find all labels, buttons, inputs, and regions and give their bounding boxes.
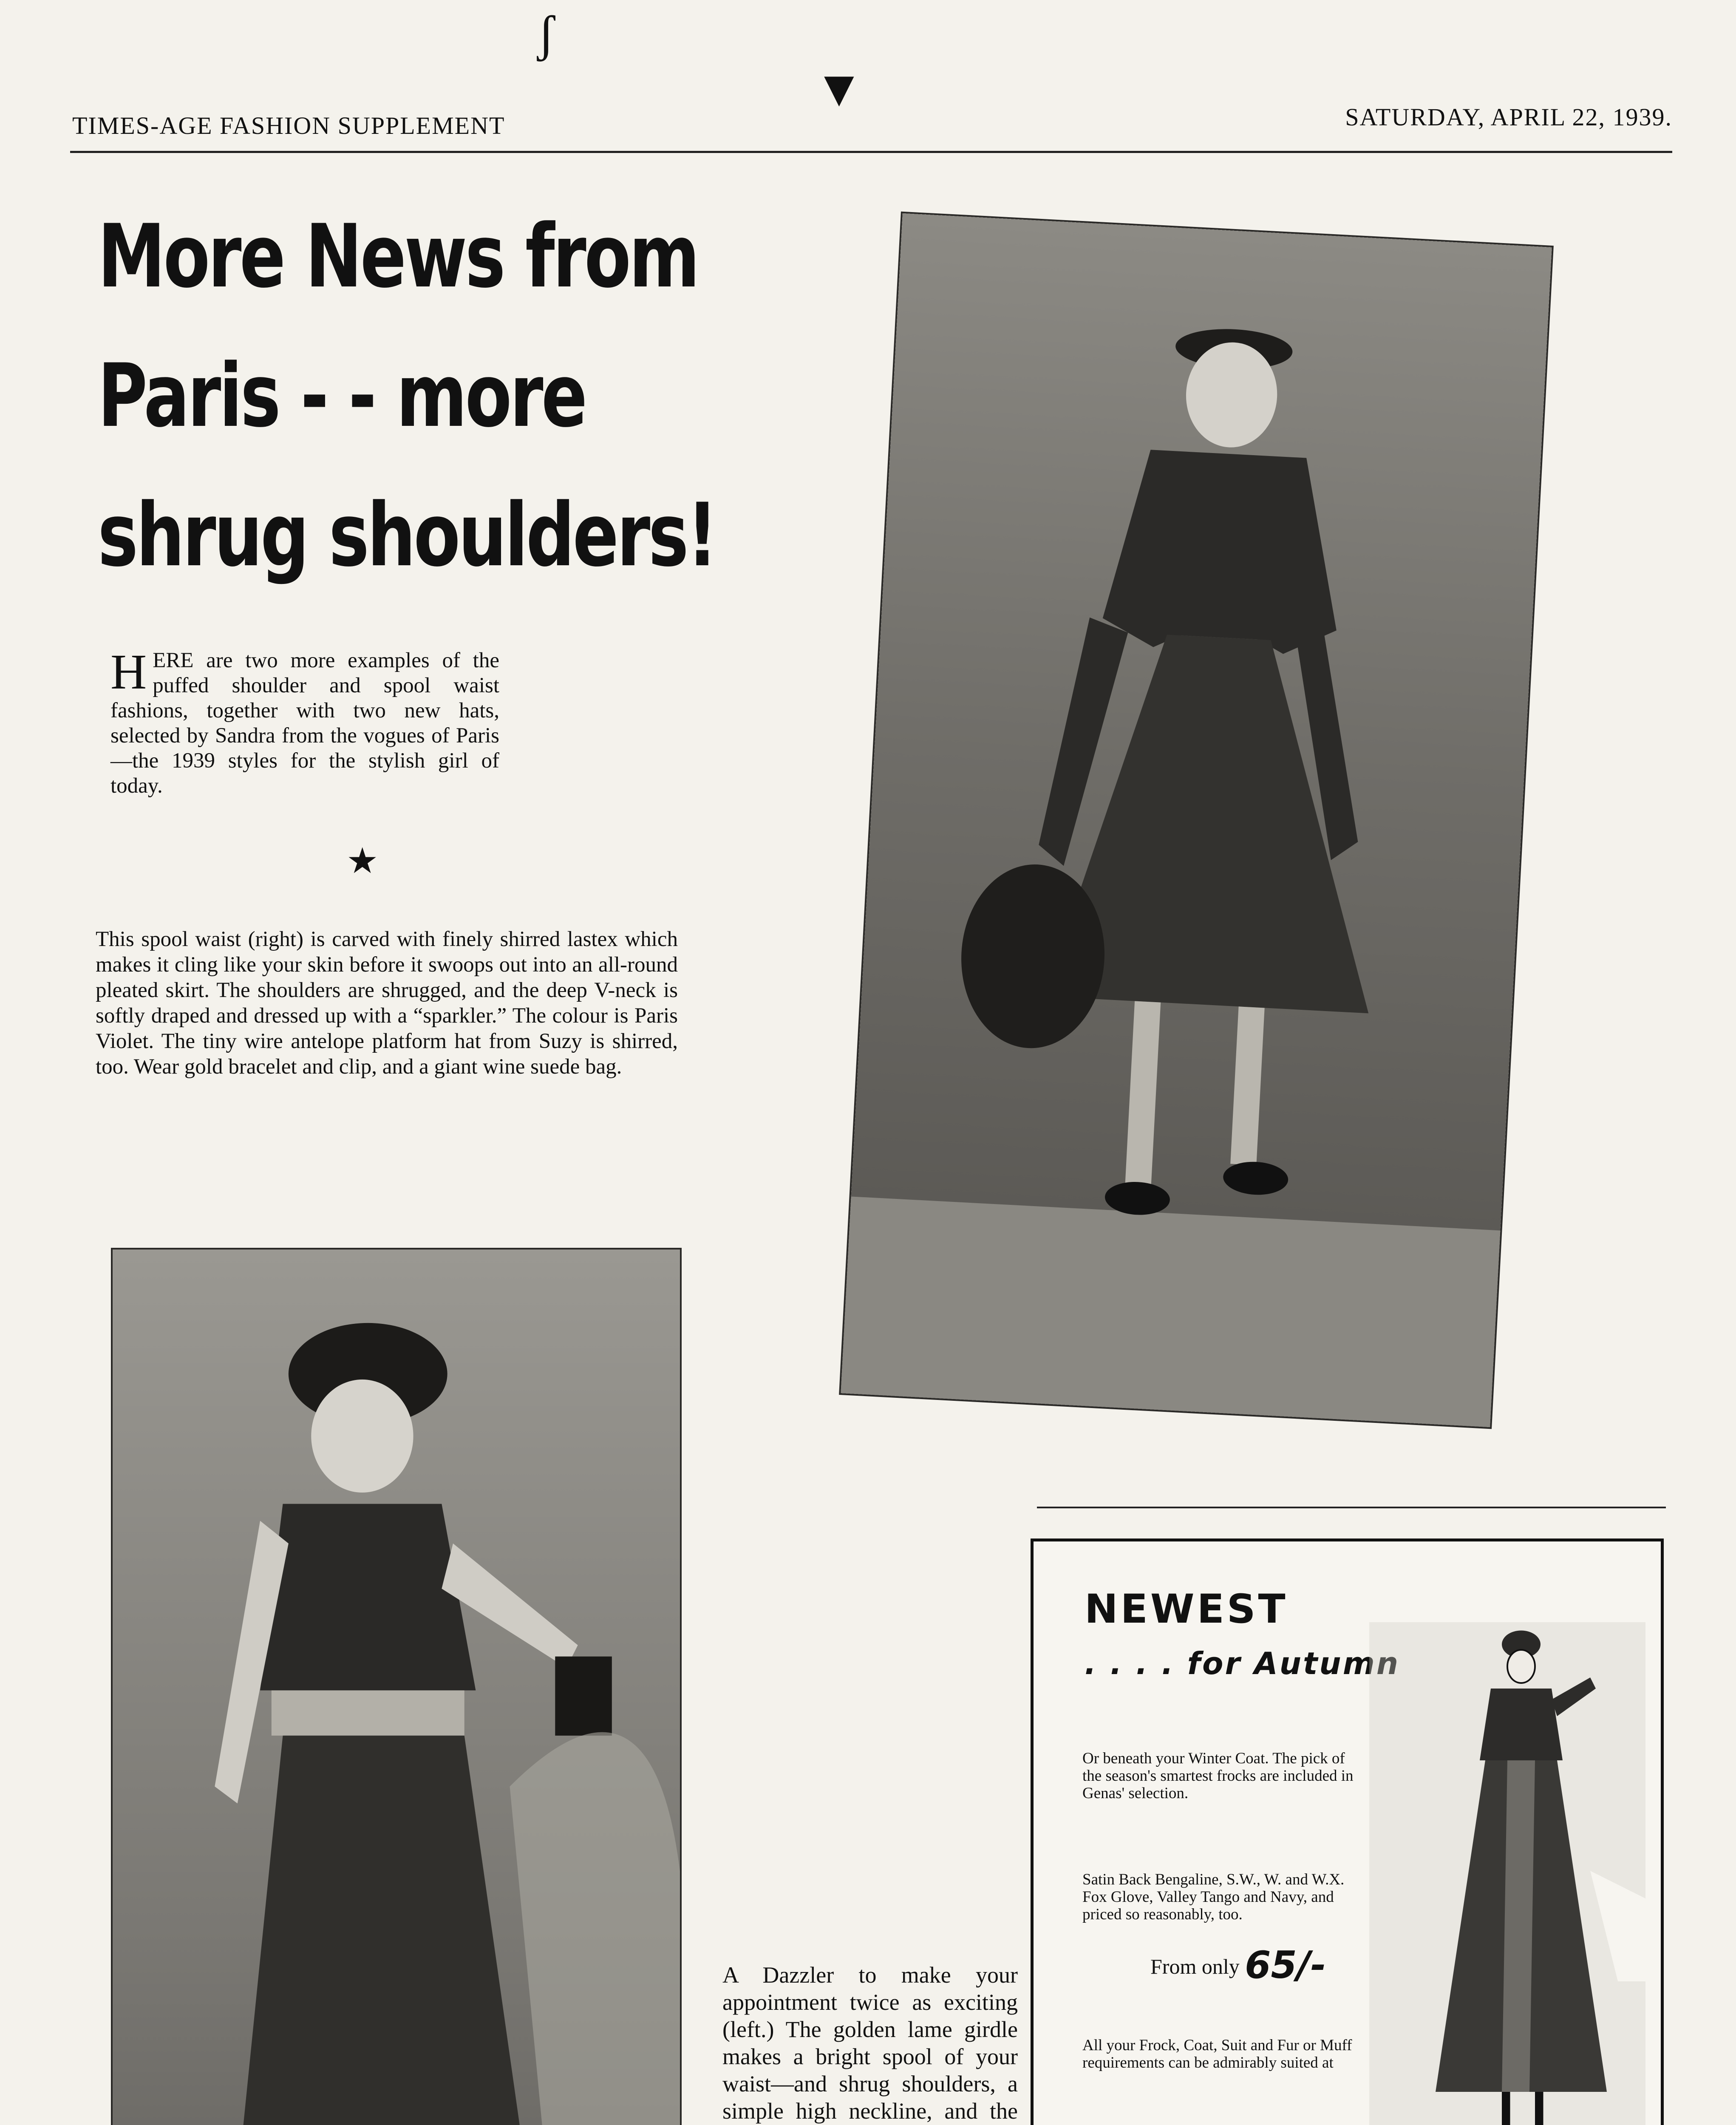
drop-cap: H: [110, 644, 147, 700]
model-figure-right: [841, 213, 1552, 1427]
headline-line-1: More News from: [98, 206, 698, 307]
left-photo-caption: A Dazzler to make your appointment twice as exciting (left.) The golden lame girdle makes a bright spool of your waist—and shrug shoulders, a simple high neckline, and the: [722, 1962, 1018, 2124]
page-headline: [98, 187, 716, 605]
ad-subhead: . . . . for Autumn: [1085, 1646, 1400, 1681]
photo-model-pleated-dress: [841, 213, 1552, 1427]
fashion-sketch-figures: [1369, 1567, 1645, 2125]
right-photo-caption: This spool waist (right) is carved with finely shirred lastex which makes it cling like your skin before it swoops out into an all-round pleated skirt. The shoulders are shrugged, and the deep V-neck is softly draped and dressed up with a “sparkler.” The colour is Paris Violet. The tiny wire antelope platform hat from Suzy is shirred, too. Wear gold bracelet and clip, and a giant wine suede bag.: [96, 927, 678, 1079]
headline-line-2: Paris - - more: [98, 346, 586, 447]
star-ornament: ★: [346, 842, 379, 881]
print-mark: ▼: [814, 60, 864, 117]
ad-price-prefix: From only: [1150, 1955, 1240, 1978]
headline-line-3: shrug shoulders!: [98, 485, 716, 586]
genas-advertisement: [1031, 1538, 1664, 2125]
ad-headline: NEWEST: [1085, 1586, 1288, 1632]
ad-fashion-illustration: [1369, 1567, 1645, 2125]
ad-paragraph-3: All your Frock, Coat, Suit and Fur or Muff requirements can be admirably suited at: [1082, 2037, 1352, 2071]
masthead-publication: TIMES-AGE FASHION SUPPLEMENT: [72, 112, 505, 139]
ad-paragraph-1: Or beneath your Winter Coat. The pick of the season's smartest frocks are included in Genas' selection.: [1082, 1750, 1354, 1802]
masthead-date: SATURDAY, APRIL 22, 1939.: [1345, 103, 1672, 131]
ad-paragraph-2: Satin Back Bengaline, S.W., W. and W.X. Fox Glove, Valley Tango and Navy, and priced so reasonably, too.: [1082, 1871, 1345, 1923]
ad-top-rule: [1037, 1507, 1666, 1508]
ad-price: [1150, 1943, 1326, 1987]
intro-text: ERE are two more examples of the puffed shoulder and spool waist fashions, together with two new hats, selected by Sandra from the vogues of Paris—the 1939 styles for the stylish girl of today.: [110, 649, 499, 798]
ad-price-value: 65/-: [1245, 1943, 1326, 1987]
intro-paragraph: [110, 644, 499, 799]
masthead-rule: [70, 151, 1672, 153]
model-figure-left: [113, 1250, 680, 2125]
photo-model-girdle-dress: [113, 1250, 680, 2125]
print-mark: ʃ: [538, 5, 555, 62]
